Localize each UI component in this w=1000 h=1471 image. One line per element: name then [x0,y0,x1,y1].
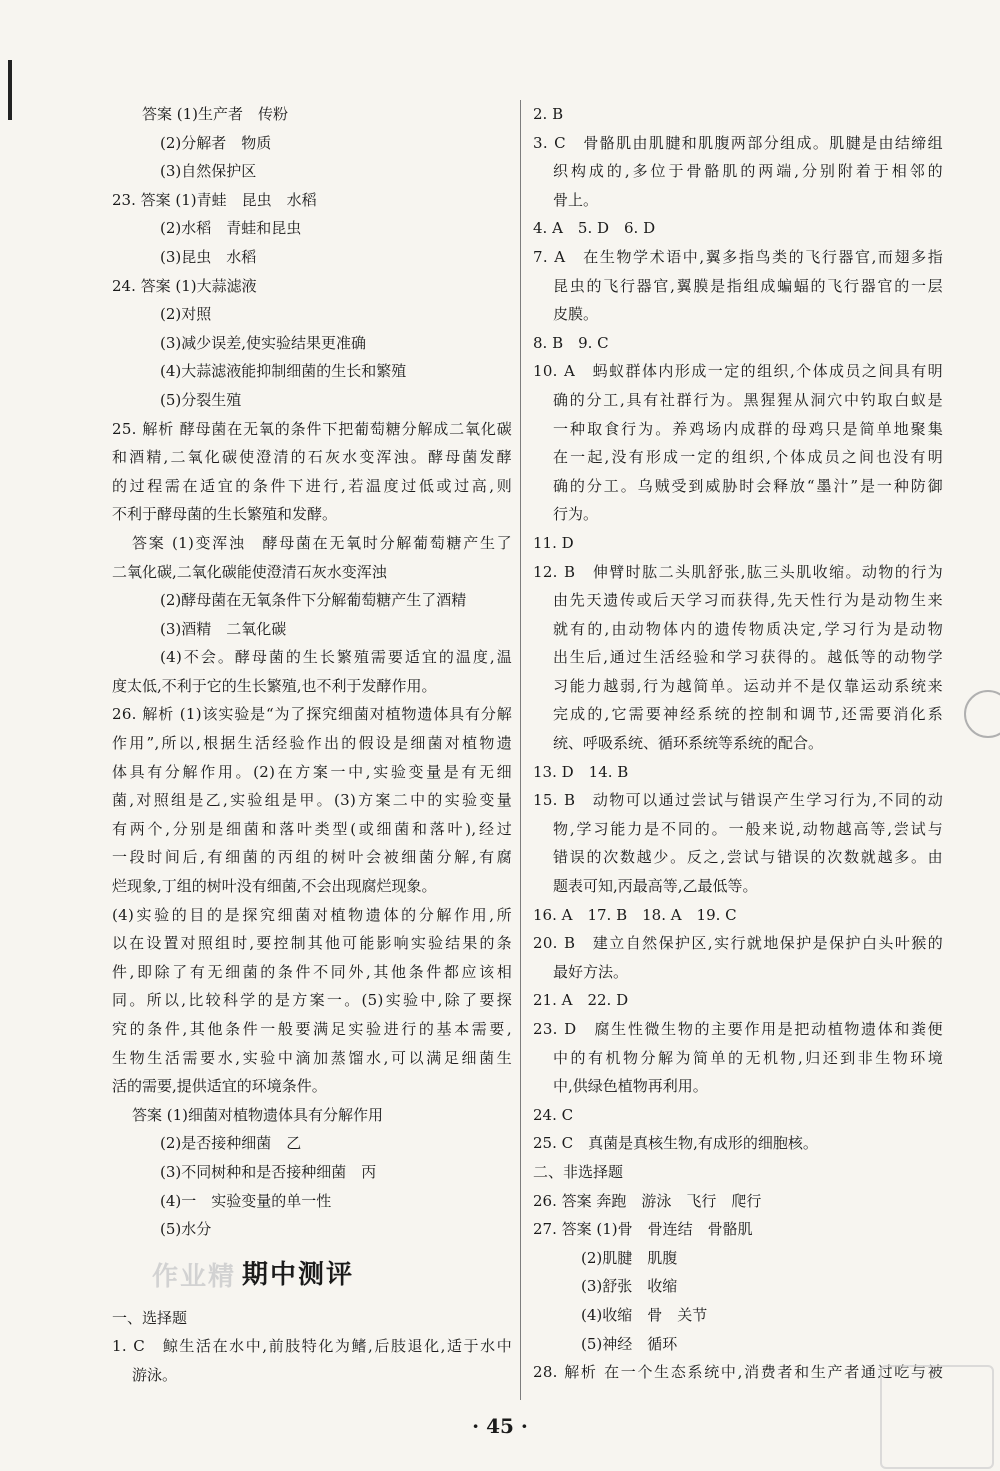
text-line: 13. D 14. B [533,762,629,781]
text-line: 作用”,所以,根据生活经验作出的假设是细菌对植物遗 [112,734,512,753]
left-column [112,100,512,1390]
text-line: 23. 答案 (1)青蛙 昆虫 水稻 [112,190,317,209]
text-line: 同。所以,比较科学的是方案一。(5)实验中,除了要探 [112,991,512,1010]
text-line: 题表可知,丙最高等,乙最低等。 [553,877,758,896]
text-line: (3)酒精 二氧化碳 [160,619,287,638]
section-heading [112,1244,512,1304]
text-line: 究的条件,其他条件一般要满足实验进行的基本需要, [112,1020,512,1038]
text-line: 物,学习能力是不同的。一般来说,动物越高等,尝试与 [553,819,943,838]
text-line: 7. A 在生物学术语中,翼多指鸟类的飞行器官,而翅多指 [533,247,943,266]
text-line: 不利于酵母菌的生长繁殖和发酵。 [112,505,338,524]
text-line: 4. A 5. D 6. D [533,219,656,238]
text-line: (4)收缩 骨 关节 [581,1305,708,1324]
text-line: (4)不会。酵母菌的生长繁殖需要适宜的温度,温 [160,648,512,667]
text-line: 答案 (1)细菌对植物遗体具有分解作用 [132,1105,384,1124]
text-line: 织构成的,多位于骨骼肌的两端,分别附着于相邻的 [553,162,943,181]
text-line: (2)分解者 物质 [160,133,272,152]
text-line: 24. C [533,1105,574,1124]
text-line: 一种取食行为。养鸡场内成群的母鸡只是简单地聚集 [553,419,943,438]
text-line: 皮膜。 [553,305,599,324]
text-line: 3. C 骨骼肌由肌腱和肌腹两部分组成。肌腱是由结缔组 [533,133,943,152]
text-line: 24. 答案 (1)大蒜滤液 [112,276,257,295]
text-line: 15. B 动物可以通过尝试与错误产生学习行为,不同的动 [533,791,943,810]
margin-stamp-icon [964,690,1000,738]
text-line: 二、非选择题 [533,1162,624,1181]
text-line: 的过程需在适宜的条件下进行,若温度过低或过高,则 [112,476,512,495]
right-column [533,100,943,1387]
text-line: 21. A 22. D [533,991,629,1010]
text-line: 菌,对照组是乙,实验组是甲。(3)方案二中的实验变量 [112,791,512,810]
text-line: 习能力越弱,行为越简单。运动并不是仅靠运动系统来 [553,676,943,695]
text-line: 就有的,由动物体内的遗传物质决定,学习行为是动物 [553,619,943,638]
text-line: 23. D 腐生性微生物的主要作用是把动植物遗体和粪便 [533,1020,943,1038]
text-line: 答案 (1)变浑浊 酵母菌在无氧时分解葡萄糖产生了 [132,533,512,552]
text-line: (3)舒张 收缩 [581,1277,678,1296]
text-line: 8. B 9. C [533,333,609,352]
text-line: 由先天遗传或后天学习而获得,先天性行为是动物生来 [553,591,943,610]
column-divider [520,100,521,1400]
text-line: (3)自然保护区 [160,162,257,181]
text-line: 26. 答案 奔跑 游泳 飞行 爬行 [533,1191,762,1210]
text-line: (2)对照 [160,305,212,324]
text-line: 以在设置对照组时,要控制其他可能影响实验结果的条 [112,934,512,953]
text-line: 中的有机物分解为简单的无机物,归还到非生物环境 [553,1048,943,1067]
text-line: 活的需要,提供适宜的环境条件。 [112,1077,327,1096]
text-line: (4)一 实验变量的单一性 [160,1191,332,1210]
text-line: 答案 (1)生产者 传粉 [142,105,289,123]
text-line: (2)是否接种细菌 乙 [160,1134,302,1153]
text-line: 一、选择题 [112,1308,188,1327]
text-line: 件,即除了有无细菌的条件不同外,其他条件都应该相 [112,962,512,981]
text-line: (2)水稻 青蛙和昆虫 [160,219,302,238]
text-line: 最好方法。 [553,962,629,981]
text-line: 烂现象,丁组的树叶没有细菌,不会出现腐烂现象。 [112,877,437,896]
text-line: 确的分工,具有社群行为。黑猩猩从洞穴中钓取白蚁是 [553,390,943,409]
text-line: 生物生活需要水,实验中滴加蒸馏水,可以满足细菌生 [112,1048,512,1067]
text-line: 二氧化碳,二氧化碳能使澄清石灰水变浑浊 [112,562,387,581]
text-line: 行为。 [553,505,599,524]
text-line: 体具有分解作用。(2)在方案一中,实验变量是有无细 [112,762,512,781]
text-line: (5)分裂生殖 [160,390,242,409]
text-line: 确的分工。乌贼受到威胁时会释放“墨汁”是一种防御 [553,476,943,495]
text-line: 骨上。 [553,190,599,209]
text-line: 25. 解析 酵母菌在无氧的条件下把葡萄糖分解成二氧化碳 [112,419,512,438]
text-line: (3)不同树种和是否接种细菌 丙 [160,1162,377,1181]
text-line: 昆虫的飞行器官,翼膜是指组成蝙蝠的飞行器官的一层 [553,276,943,295]
text-line: 出生后,通过生活经验和学习获得的。越低等的动物学 [553,648,943,667]
page-number: · 45 · [472,1414,528,1438]
text-line: 有两个,分别是细菌和落叶类型(或细菌和落叶),经过 [112,819,512,838]
text-line: 28. 解析 在一个生态系统中,消费者和生产者通过吃与被 [533,1363,943,1382]
corner-watermark-logo [880,1365,994,1469]
text-line: 在一起,没有形成一定的组织,个体成员之间也没有明 [553,448,943,467]
text-line: 一段时间后,有细菌的丙组的树叶会被细菌分解,有腐 [112,848,512,867]
text-line: 16. A 17. B 18. A 19. C [533,905,737,924]
text-line: 2. B [533,105,564,123]
text-line: 中,供绿色植物再利用。 [553,1077,708,1096]
text-line: 和酒精,二氧化碳使澄清的石灰水变浑浊。酵母菌发酵 [112,448,512,467]
text-line: (3)减少误差,使实验结果更准确 [160,333,367,352]
text-line: (2)肌腱 肌腹 [581,1248,678,1267]
heading-watermark: 作业精 [152,1261,237,1292]
text-line: 统、呼吸系统、循环系统等系统的配合。 [553,734,824,753]
section-title: 期中测评 [242,1259,355,1290]
scan-edge-mark [8,60,12,120]
text-line: (3)昆虫 水稻 [160,247,257,266]
text-line: (2)酵母菌在无氧条件下分解葡萄糖产生了酒精 [160,591,467,610]
text-line: (5)水分 [160,1220,212,1239]
text-line: 26. 解析 (1)该实验是“为了探究细菌对植物遗体具有分解 [112,705,512,724]
text-line: 12. B 伸臂时肱二头肌舒张,肱三头肌收缩。动物的行为 [533,562,943,581]
text-line: 25. C 真菌是真核生物,有成形的细胞核。 [533,1134,818,1153]
text-line: 10. A 蚂蚁群体内形成一定的组织,个体成员之间具有明 [533,362,943,381]
text-line: 27. 答案 (1)骨 骨连结 骨骼肌 [533,1220,753,1239]
text-line: (4)实验的目的是探究细菌对植物遗体的分解作用,所 [112,905,512,924]
text-line: (4)大蒜滤液能抑制细菌的生长和繁殖 [160,362,407,381]
text-line: 11. D [533,533,574,552]
text-line: 20. B 建立自然保护区,实行就地保护是保护白头叶猴的 [533,934,943,953]
text-line: 游泳。 [132,1365,178,1384]
text-line: 错误的次数越少。反之,尝试与错误的次数就越多。由 [553,848,943,867]
text-line: (5)神经 循环 [581,1334,678,1353]
text-line: 完成的,它需要神经系统的控制和调节,还需要消化系 [553,705,943,724]
text-line: 1. C 鲸生活在水中,前肢特化为鳍,后肢退化,适于水中 [112,1337,512,1356]
text-line: 度太低,不利于它的生长繁殖,也不利于发酵作用。 [112,676,437,695]
